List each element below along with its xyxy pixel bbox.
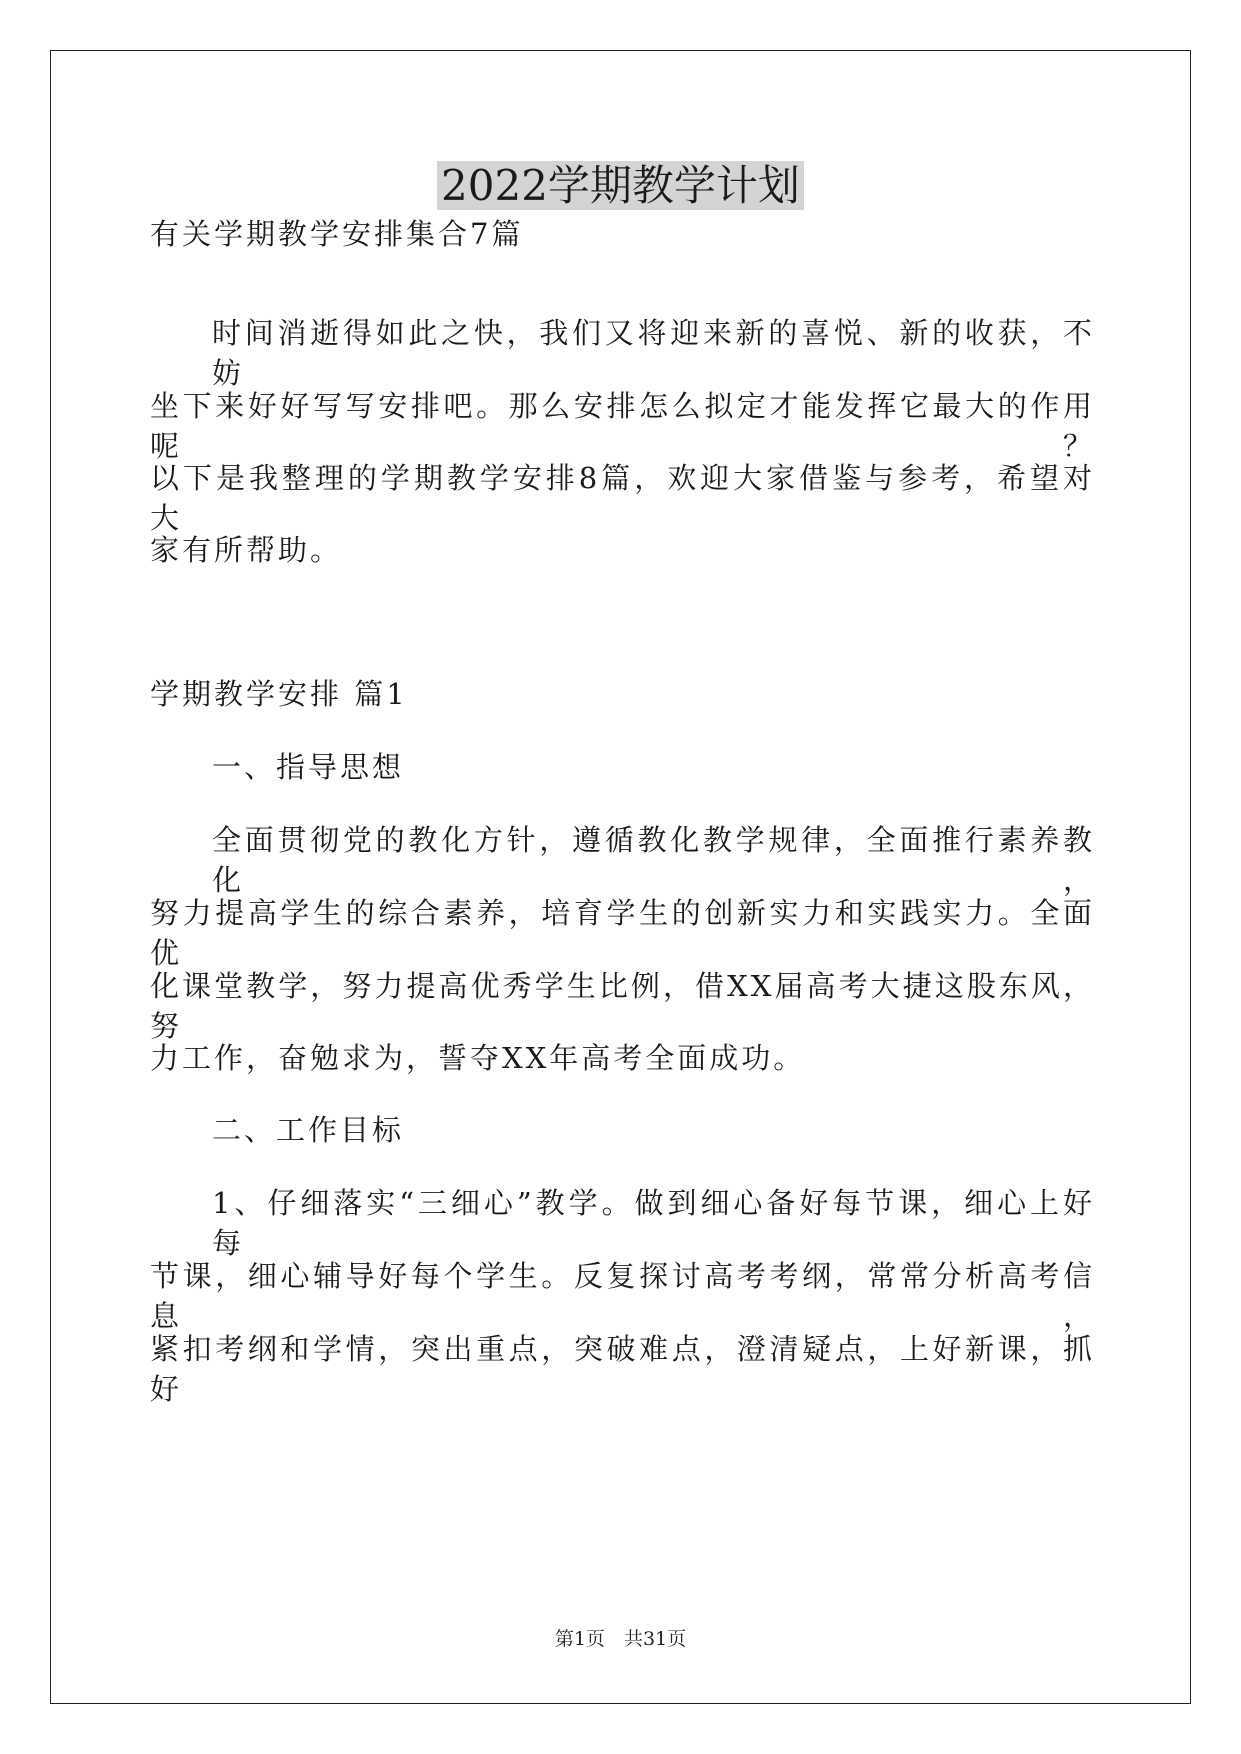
part2-line-3: 紧扣考纲和学情，突出重点，突破难点，澄清疑点，上好新课，抓好 xyxy=(150,1332,1095,1406)
part1-line-2: 努力提高学生的综合素养，培育学生的创新实力和实践实力。全面优 xyxy=(150,896,1095,970)
intro-line-1: 时间消逝得如此之快，我们又将迎来新的喜悦、新的收获，不妨 xyxy=(212,316,1095,390)
part2-heading: 二、工作目标 xyxy=(212,1113,405,1147)
part2-line-2: 节课，细心辅导好每个学生。反复探讨高考考纲，常常分析高考信息， xyxy=(150,1259,1095,1333)
intro-line-4: 家有所帮助。 xyxy=(150,533,343,567)
part1-line-1: 全面贯彻党的教化方针，遵循教化教学规律，全面推行素养教化， xyxy=(212,823,1095,897)
intro-line-3: 以下是我整理的学期教学安排8篇，欢迎大家借鉴与参考，希望对大 xyxy=(150,461,1095,535)
document-subtitle: 有关学期教学安排集合7篇 xyxy=(150,217,524,251)
part1-heading: 一、指导思想 xyxy=(212,750,405,784)
intro-line-2: 坐下来好好写写安排吧。那么安排怎么拟定才能发挥它最大的作用呢？ xyxy=(150,389,1095,463)
page-footer: 第1页 共31页 xyxy=(554,1628,687,1650)
document-title xyxy=(0,158,1241,214)
part1-line-3: 化课堂教学，努力提高优秀学生比例，借XX届高考大捷这股东风，努 xyxy=(150,969,1095,1043)
document-title-text: 2022学期教学计划 xyxy=(437,161,804,210)
section-heading: 学期教学安排 篇1 xyxy=(150,677,408,711)
part2-line-1: 1、仔细落实“三细心”教学。做到细心备好每节课，细心上好每 xyxy=(212,1186,1095,1260)
part1-line-4: 力工作，奋勉求为，誓夺XX年高考全面成功。 xyxy=(150,1041,806,1075)
